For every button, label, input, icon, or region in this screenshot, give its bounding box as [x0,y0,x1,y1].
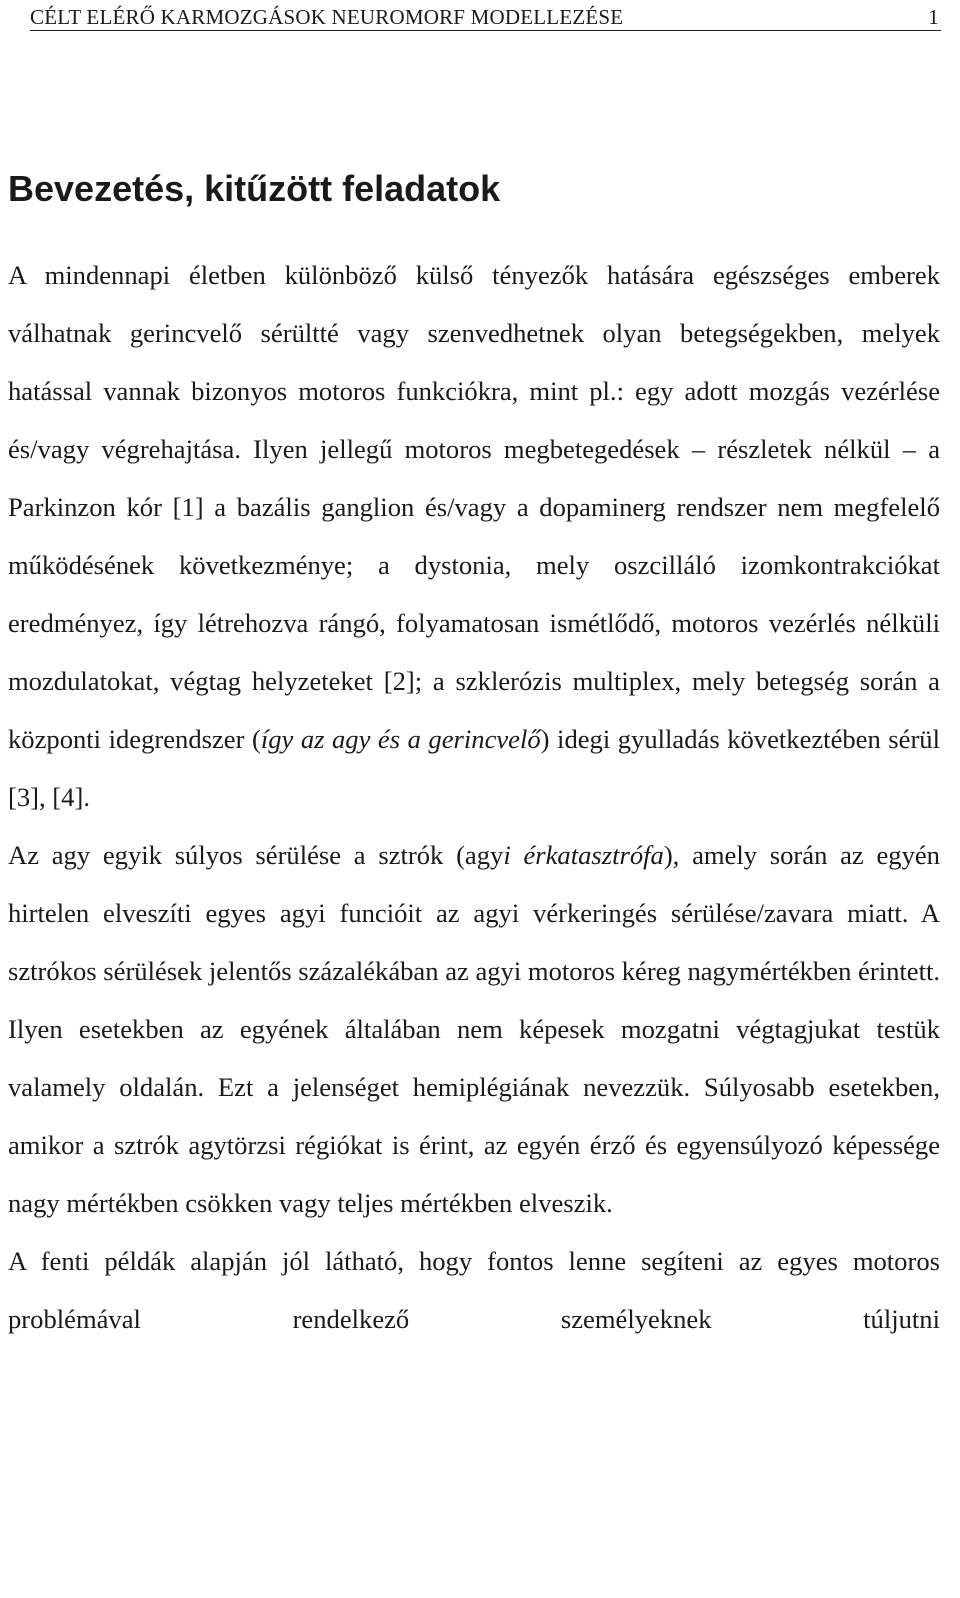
paragraph-2-text-a: Az agy egyik súlyos sérülése a sztrók (agy [8,840,504,870]
running-header [30,2,941,31]
paragraph-2 [8,826,940,1232]
paragraph-3-text: A fenti példák alapján jól látható, hogy fontos lenne segíteni az egyes motoros problémával rendelkező személyeknek túljutni [8,1246,940,1334]
page-number: 1 [928,5,939,29]
paragraph-1-text-b: ) idegi gyulladás következtében sérül [3], [4]. [8,724,940,812]
paragraph-1-italic: így az agy és a gerincvelő [260,724,541,754]
body-text [8,246,940,1348]
paragraph-2-italic: i érkatasztrófa [503,840,664,870]
paragraph-3 [8,1232,940,1348]
paragraph-1 [8,246,940,826]
paragraph-2-text-b: ), amely során az egyén hirtelen elveszíti egyes agyi funcióit az agyi vérkeringés sérülése/zavara miatt. A sztrókos sérülések jelentős százalékában az agyi motoros kéreg nagymértékben érintett. Ilyen esetekben az egyének általában nem képesek mozgatni végtagjukat testük valamely oldalán. Ezt a jelenséget hemiplégiának nevezzük. Súlyosabb esetekben, amikor a sztrók agytörzsi régiókat is érint, az egyén érző és egyensúlyozó képessége nagy mértékben csökken vagy teljes mértékben elveszik. [8,840,940,1218]
running-title: CÉLT ELÉRŐ KARMOZGÁSOK NEUROMORF MODELLEZÉSE [30,5,624,29]
paragraph-1-text-a: A mindennapi életben különböző külső tényezők hatására egészséges emberek válhatnak gerincvelő sérültté vagy szenvedhetnek olyan betegségekben, melyek hatással vannak bizonyos motoros funkciókra, mint pl.: egy adott mozgás vezérlése és/vagy végrehajtása. Ilyen jellegű motoros megbetegedések – részletek nélkül – a Parkinzon kór [1] a bazális ganglion és/vagy a dopaminerg rendszer nem megfelelő működésének következménye; a dystonia, mely oszcilláló izomkontrakciókat eredményez, így létrehozva rángó, folyamatosan ismétlődő, motoros vezérlés nélküli mozdulatokat, végtag helyzeteket [2]; a szklerózis multiplex, mely betegség során a központi idegrendszer ( [8,260,940,754]
section-title: Bevezetés, kitűzött feladatok [8,168,501,209]
